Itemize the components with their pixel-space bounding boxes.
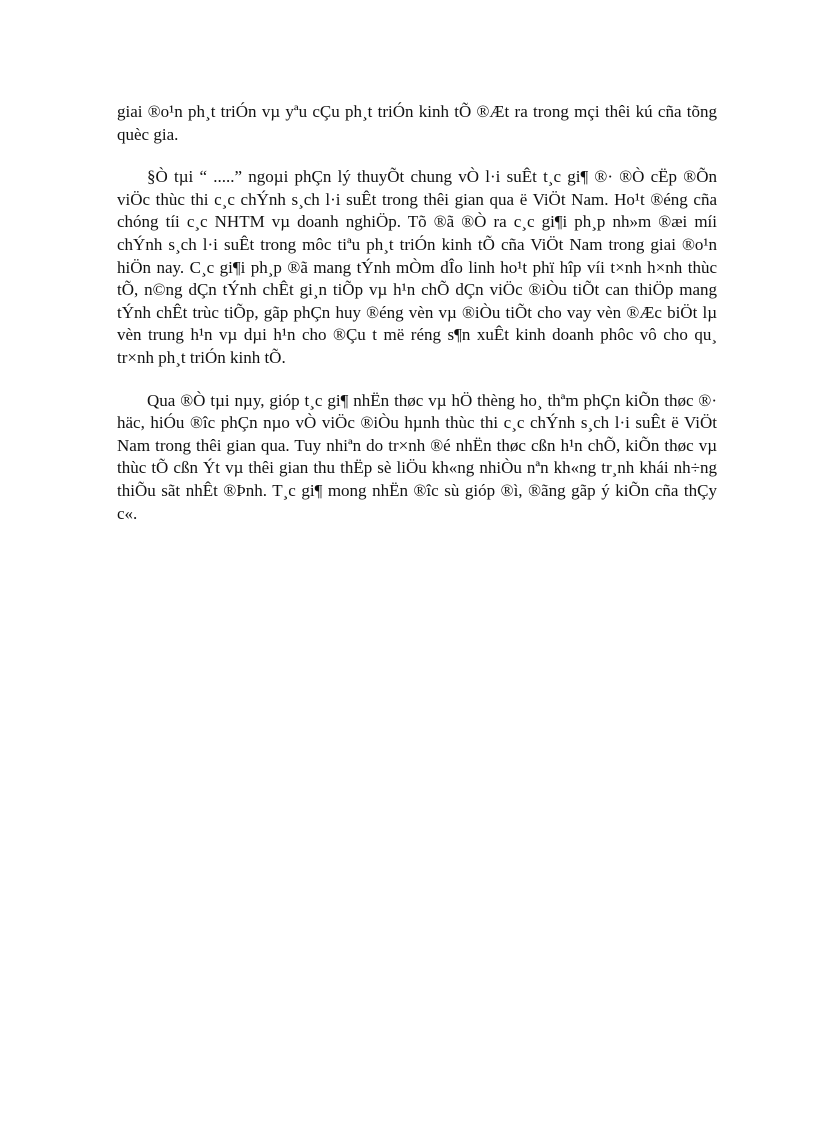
paragraph-acknowledgement: Qua ®Ò tµi nµy, gióp t¸c gi¶ nhËn thøc vµ hÖ thèng ho¸ thªm phÇn kiÕn thøc ®· häc, hiÓu ®îc phÇn nµo vÒ viÖc ®iÒu hµnh thùc thi c¸c chÝnh s¸ch l·i suÊt ë ViÖt Nam trong thêi gian qua. Tuy nhiªn do tr×nh ®é nhËn thøc cßn h¹n chÕ, kiÕn thøc vµ thùc tÕ cßn Ýt vµ thêi gian thu thËp sè liÖu kh«ng nhiÒu nªn kh«ng tr¸nh khái nh÷ng thiÕu sãt nhÊt ®Þnh. T¸c gi¶ mong nhËn ®îc sù gióp ®ì, ®ãng gãp ý kiÕn cña thÇy c«. bbox=[117, 390, 717, 523]
document-body bbox=[117, 101, 717, 545]
paragraph-continuation: giai ®o¹n ph¸t triÓn vµ yªu cÇu ph¸t triÓn kinh tÕ ®Æt ra trong mçi thêi kú cña tõng quèc gia. bbox=[117, 102, 717, 144]
paragraph-topic-summary: §Ò tµi “ .....” ngoµi phÇn lý thuyÕt chung vÒ l·i suÊt t¸c gi¶ ®· ®Ò cËp ®Õn viÖc thùc thi c¸c chÝnh s¸ch l·i suÊt trong thêi gian qua ë ViÖt Nam. Ho¹t ®éng cña chóng tíi c¸c NHTM vµ doanh nghiÖp. Tõ ®ã ®Ò ra c¸c gi¶i ph¸p nh»m ®æi míi chÝnh s¸ch l·i suÊt trong môc tiªu ph¸t triÓn kinh tÕ cña ViÖt Nam trong giai ®o¹n hiÖn nay. C¸c gi¶i ph¸p ®ã mang tÝnh mÒm dÎo linh ho¹t phï hîp víi t×nh h×nh thùc tÕ, n©ng dÇn tÝnh chÊt gi¸n tiÕp vµ h¹n chÕ dÇn viÖc ®iÒu tiÕt can thiÖp mang tÝnh chÊt trùc tiÕp, gãp phÇn huy ®éng vèn vµ ®iÒu tiÕt cho vay vèn ®Æc biÖt lµ vèn trung h¹n vµ dµi h¹n cho ®Çu t më réng s¶n xuÊt kinh doanh phôc vô cho qu¸ tr×nh ph¸t triÓn kinh tÕ. bbox=[117, 167, 717, 367]
